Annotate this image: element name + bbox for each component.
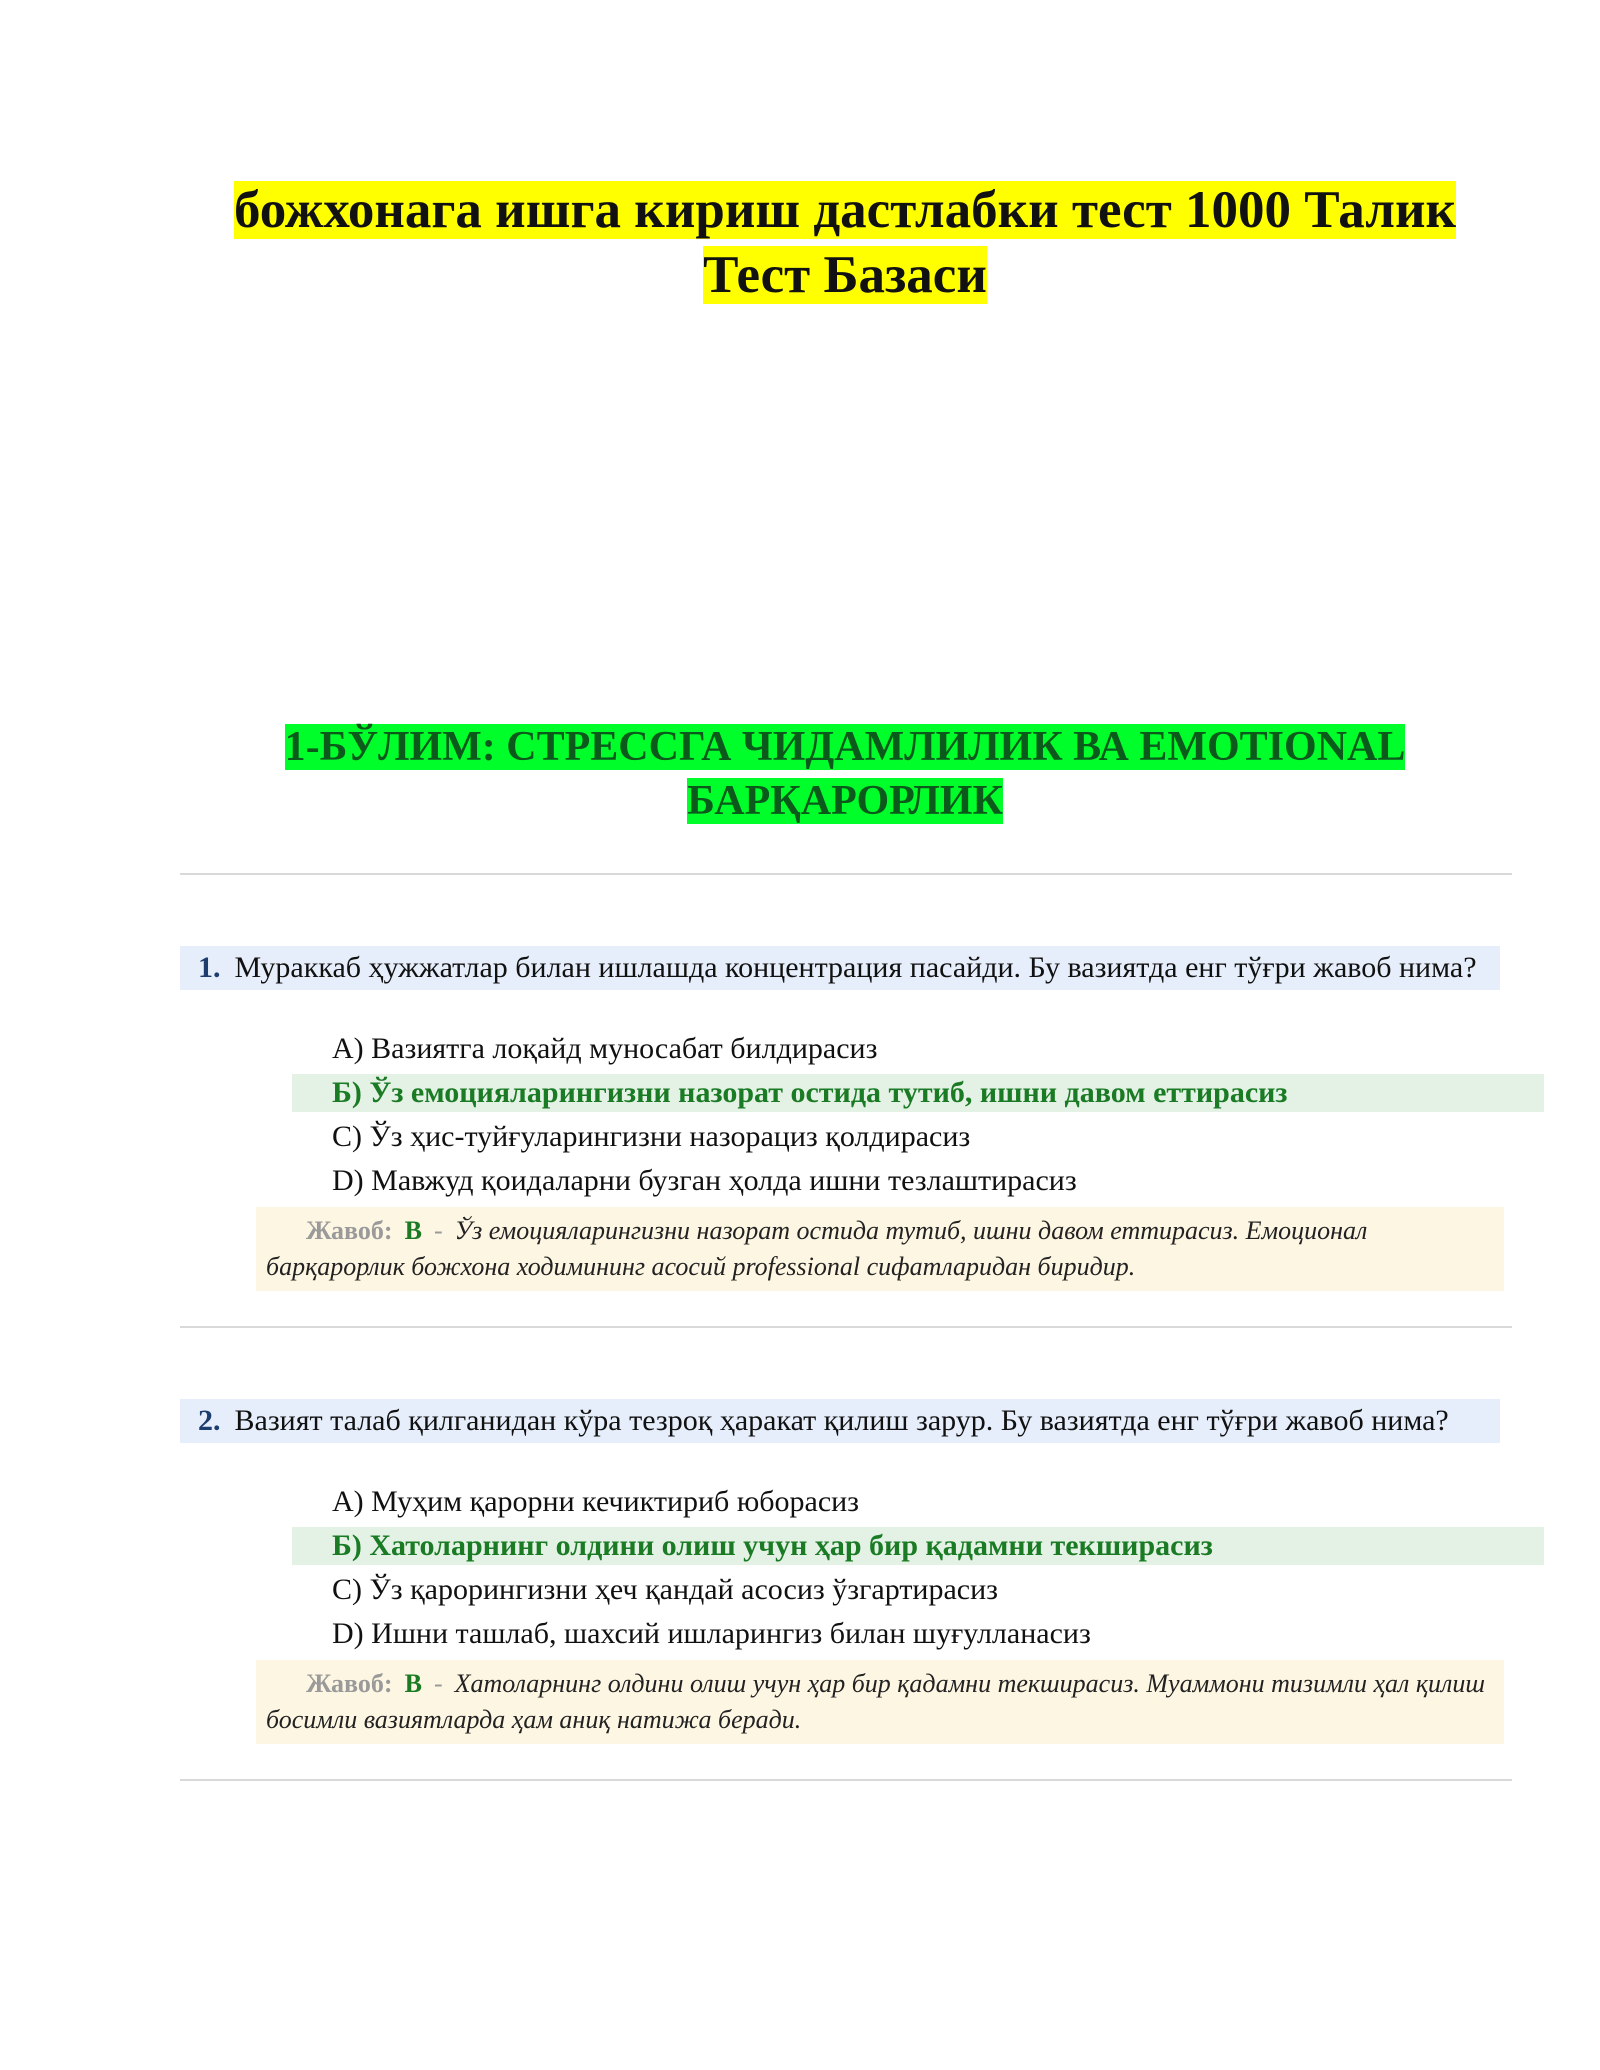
answer-label: Жавоб:: [306, 1216, 393, 1245]
option-b-correct: Б) Хатоларнинг олдини олиш учун ҳар бир қадамни текширасиз: [292, 1527, 1544, 1565]
answer-letter: B: [404, 1669, 422, 1698]
option-b-correct: Б) Ўз емоцияларингизни назорат остида тутиб, ишни давом еттирасиз: [292, 1074, 1544, 1112]
answer-explanation: Хатоларнинг олдини олиш учун ҳар бир қадамни текширасиз. Муаммони тизимли ҳал қилиш босимли вазиятларда ҳам аниқ натижа беради.: [266, 1669, 1485, 1734]
answer-box: [256, 1207, 1504, 1291]
document-title: [180, 178, 1510, 308]
answer-box: [256, 1660, 1504, 1744]
divider: [180, 873, 1512, 875]
section-heading-line-2: БАРҚАРОРЛИК: [687, 778, 1003, 824]
divider: [180, 1779, 1512, 1781]
divider: [180, 1326, 1512, 1328]
answer-label: Жавоб:: [306, 1669, 393, 1698]
question-number: 1.: [198, 951, 221, 984]
question-1: [180, 946, 1500, 990]
answer-dash: -: [433, 1669, 443, 1698]
question-number: 2.: [198, 1404, 221, 1437]
option-a: A) Муҳим қарорни кечиктириб юборасиз: [332, 1485, 860, 1518]
option-d: D) Ишни ташлаб, шахсий ишларингиз билан шуғулланасиз: [332, 1617, 1091, 1650]
document-title-line-2: Тест Базаси: [703, 246, 987, 304]
section-heading: [180, 720, 1510, 828]
option-d: D) Мавжуд қоидаларни бузган ҳолда ишни тезлаштирасиз: [332, 1164, 1077, 1197]
document-title-line-1: божхонага ишга кириш дастлабки тест 1000 Талик: [233, 181, 1457, 239]
question-text: Вазият талаб қилганидан кўра тезроқ ҳаракат қилиш зарур. Бу вазиятда енг тўғри жавоб нима?: [234, 1404, 1449, 1437]
question-text: Мураккаб ҳужжатлар билан ишлашда концентрация пасайди. Бу вазиятда енг тўғри жавоб нима?: [234, 951, 1477, 984]
option-c: C) Ўз қарорингизни ҳеч қандай асосиз ўзгартирасиз: [332, 1573, 999, 1606]
section-heading-line-1: 1-БЎЛИМ: СТРЕССГА ЧИДАМЛИЛИК ВА EMOTIONAL: [284, 724, 1406, 770]
answer-explanation: Ўз емоцияларингизни назорат остида тутиб, ишни давом еттирасиз. Емоционал барқарорлик божхона ходимининг асосий professional сифатларидан биридир.: [266, 1216, 1368, 1281]
question-2: [180, 1399, 1500, 1443]
option-c: C) Ўз ҳис-туйғуларингизни назорациз қолдирасиз: [332, 1120, 971, 1153]
answer-letter: B: [404, 1216, 422, 1245]
answer-dash: -: [433, 1216, 443, 1245]
option-a: A) Вазиятга лоқайд муносабат билдирасиз: [332, 1032, 878, 1065]
